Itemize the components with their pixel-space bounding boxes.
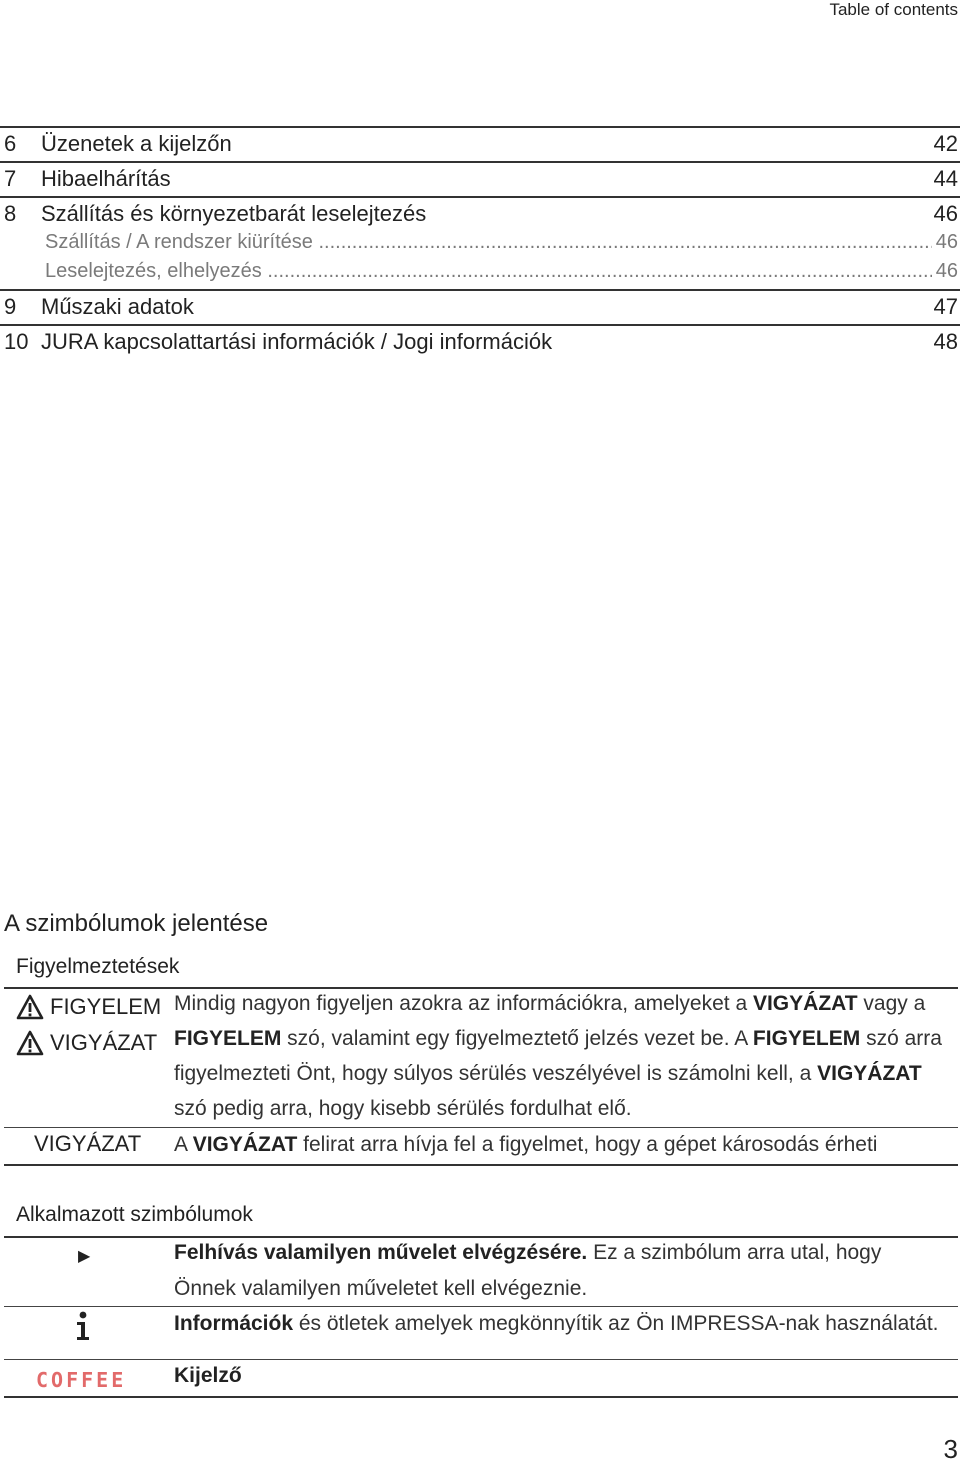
toc-subentry-title: Szállítás / A rendszer kiürítése ..... <box>45 231 932 254</box>
display-description <box>174 1358 954 1394</box>
toc-entry-title: JURA kapcsolattartási információk / Jogi információk <box>41 329 553 354</box>
warning-description <box>174 986 954 1126</box>
toc-subentry-page: 46 <box>935 231 958 253</box>
info-description <box>174 1306 954 1342</box>
divider <box>4 1164 958 1166</box>
toc-entry-title: Üzenetek a kijelzőn <box>41 131 232 156</box>
toc-entry-number: 9 <box>4 294 17 319</box>
toc-entry-title: Szállítás és környezetbarát leselejtezés <box>41 201 427 226</box>
toc-entry-title: Hibaelhárítás <box>41 166 171 191</box>
symbols-section-title: A szimbólumok jelentése <box>4 910 269 937</box>
warning-label-figyelem <box>16 994 161 1020</box>
warnings-heading: Figyelmeztetések <box>16 955 180 978</box>
display-sample: COFFEE <box>36 1368 127 1392</box>
table-of-contents <box>0 126 960 362</box>
toc-entry-number: 6 <box>4 131 17 156</box>
toc-subentry[interactable] <box>0 231 960 260</box>
info-icon <box>74 1310 92 1347</box>
page-number: 3 <box>943 1434 958 1464</box>
toc-entry[interactable] <box>0 324 960 362</box>
toc-entry[interactable] <box>0 126 960 161</box>
toc-subentry-page: 46 <box>935 260 958 282</box>
toc-entry-page: 46 <box>933 201 958 226</box>
toc-entry-page: 48 <box>933 329 958 354</box>
used-symbols-heading: Alkalmazott szimbólumok <box>16 1203 253 1226</box>
toc-subentry-title: Leselejtezés, elhelyezés ..... <box>45 260 932 283</box>
toc-entry-page: 44 <box>933 166 958 191</box>
divider <box>4 1396 958 1398</box>
warning-label-vigyazat-plain <box>34 1131 141 1157</box>
action-description <box>174 1235 954 1307</box>
toc-entry-page: 42 <box>933 131 958 156</box>
toc-subentry[interactable] <box>0 260 960 289</box>
text-line: Felhívás valamilyen művelet elvégzésére. Ez a szimbólum arra utal, hogy <box>174 1241 882 1264</box>
toc-entry-number: 8 <box>4 201 17 226</box>
text-line: A VIGYÁZAT felirat arra hívja fel a figyelmet, hogy a gépet károsodás érheti <box>174 1133 878 1156</box>
warning-triangle-icon <box>16 1030 44 1056</box>
toc-entry[interactable] <box>0 196 960 231</box>
warning-label-text: FIGYELEM <box>50 994 162 1019</box>
caution-description <box>174 1127 954 1162</box>
text-line: Kijelző <box>174 1364 242 1387</box>
text-line: figyelmezteti Önt, hogy súlyos sérülés veszélyével is számolni kell, a VIGYÁZAT <box>174 1062 922 1085</box>
toc-entry-page: 47 <box>933 294 958 319</box>
toc-entry-title: Műszaki adatok <box>41 294 194 319</box>
text-line: Önnek valamilyen műveletet kell elvégeznie. <box>174 1277 588 1300</box>
toc-entry[interactable] <box>0 289 960 324</box>
toc-entry-number: 10 <box>4 329 29 354</box>
text-line: Információk és ötletek amelyek megkönnyítik az Ön IMPRESSA-nak használatát. <box>174 1312 939 1335</box>
toc-entry[interactable] <box>0 161 960 196</box>
text-line: szó pedig arra, hogy kisebb sérülés fordulhat elő. <box>174 1097 632 1120</box>
action-arrow-icon: ▶ <box>78 1248 91 1265</box>
text-line: Mindig nagyon figyeljen azokra az információkra, amelyeket a VIGYÁZAT vagy a <box>174 992 926 1015</box>
header-label: Table of contents <box>829 0 958 19</box>
text-line: FIGYELEM szó, valamint egy figyelmeztető jelzés vezet be. A FIGYELEM szó arra <box>174 1027 942 1050</box>
warning-label-text: VIGYÁZAT <box>34 1131 142 1156</box>
warning-triangle-icon <box>16 994 44 1020</box>
toc-entry-number: 7 <box>4 166 17 191</box>
warning-label-vigyazat <box>16 1030 157 1056</box>
warning-label-text: VIGYÁZAT <box>50 1030 158 1055</box>
